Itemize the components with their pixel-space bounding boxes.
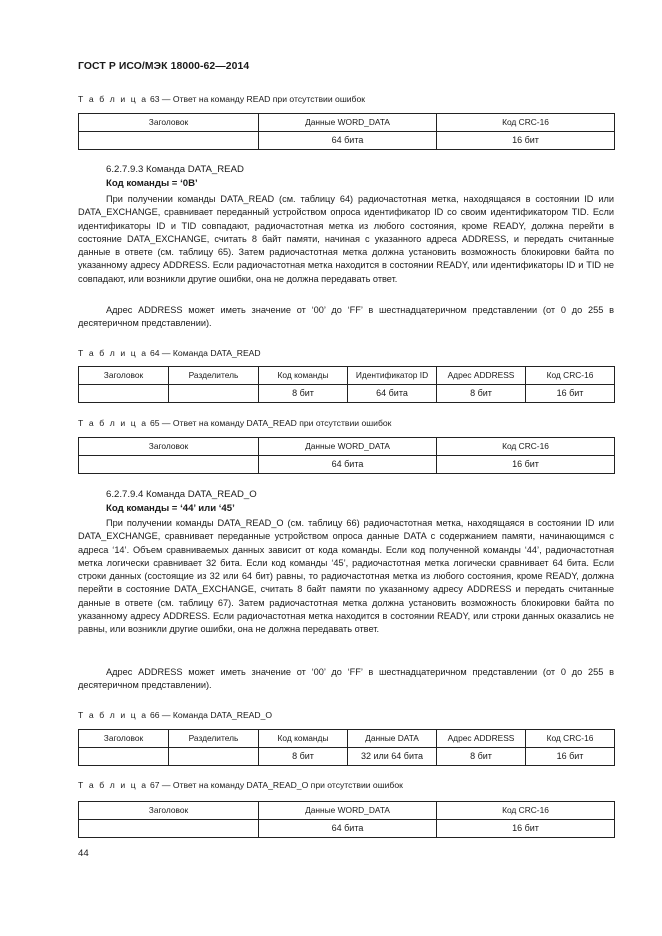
table-header-row [79, 114, 615, 132]
table-label: Т а б л и ц а [78, 710, 148, 720]
header-cell: Адрес ADDRESS [437, 367, 526, 385]
table-cell [79, 132, 259, 150]
table-number: 63 — [147, 94, 173, 104]
table-label: Т а б л и ц а [78, 94, 148, 104]
section-heading: 6.2.7.9.3 Команда DATA_READ [106, 164, 244, 175]
table-cell: 8 бит [437, 748, 526, 766]
table-cell: 8 бит [259, 748, 348, 766]
header-cell: Заголовок [79, 114, 259, 132]
table-63-caption [78, 94, 365, 104]
table-header-row [79, 438, 615, 456]
table-row [79, 748, 615, 766]
header-cell: Разделитель [169, 730, 259, 748]
table-number: 67 — [147, 780, 173, 790]
header-cell: Идентификатор ID [348, 367, 437, 385]
section-heading: 6.2.7.9.4 Команда DATA_READ_O [106, 489, 257, 500]
table-number: 66 — [147, 710, 173, 720]
table-cell: 16 бит [526, 385, 615, 403]
table-cell [79, 820, 259, 838]
table-cell: 64 бита [259, 132, 437, 150]
table-header-row [79, 367, 615, 385]
command-code: Код команды = ‘44’ или ‘45’ [106, 503, 235, 514]
table-64-caption [78, 348, 261, 358]
table-cell: 16 бит [437, 456, 615, 474]
table-row [79, 132, 615, 150]
table-65-caption [78, 418, 391, 428]
header-cell: Данные WORD_DATA [259, 114, 437, 132]
paragraph: При получении команды DATA_READ (см. таблицу 64) радиочастотная метка, находящаяся в состоянии ID или DATA_EXCHANGE, сравнивает переданный устройством опроса идентификатор ID со своим идентификатором TID. Если идентификаторы ID и TID совпадают, радиочастотная метка из любого состояния, кроме READY, должна перейти в состояние DATA_EXCHANGE, считать 8 байт памяти, начиная с указанного адреса ADDRESS, и передать считанные данные в ответе (см. таблицу 65). Затем радиочастотная метка должна установить возможность блокировки байта по указанному адресу ADDRESS. Если радиочастотная метка находится в состоянии READY, или идентификаторы ID и TID не совпадают, или возникли другие ошибки, она не должна передавать ответ. [78, 194, 614, 284]
table-row [79, 820, 615, 838]
command-code: Код команды = ‘0B’ [106, 178, 198, 189]
table-cell: 16 бит [437, 132, 615, 150]
table-64 [78, 366, 615, 403]
header-cell: Заголовок [79, 438, 259, 456]
table-header-row [79, 730, 615, 748]
paragraph: Адрес ADDRESS может иметь значение от ‘00’ до ‘FF’ в шестнадцатеричном представлении (от 0 до 255 в десятеричном представлении). [78, 305, 614, 329]
table-header-row [79, 802, 615, 820]
table-cell: 32 или 64 бита [348, 748, 437, 766]
table-number: 64 — [147, 348, 173, 358]
header-cell: Заголовок [79, 730, 169, 748]
table-cell [169, 748, 259, 766]
table-title: Ответ на команду DATA_READ при отсутствии ошибок [172, 418, 392, 428]
table-row [79, 456, 615, 474]
table-cell [79, 456, 259, 474]
header-cell: Код команды [259, 730, 348, 748]
header-cell: Данные WORD_DATA [259, 802, 437, 820]
paragraph: При получении команды DATA_READ_O (см. таблицу 66) радиочастотная метка, находящаяся в состоянии ID или DATA_EXCHANGE, сравнивает переданные устройством опроса данные DATA с содержанием памяти, начинающимся с адреса ‘14’. Объем сравниваемых данных зависит от кода команды. Если код полученной команды ‘44’, радиочастотная метка логически сравнивает 32 бита. Если код команды ‘45’, радиочастотная метка логически сравнивает 64 бита. Если строки данных (состоящие из 32 или 64 бит) равны, то радиочастотная метка из любого состояния, кроме READY, должна перейти в состояние DATA_EXCHANGE, считать 8 байт памяти по указанному адресу ADDRESS и передать считанные данные в ответе (см. таблицу 67). Затем радиочастотная метка должна установить возможность блокировки байта по указанному адресу ADDRESS. Если радиочастотная метка находится в состоянии READY, или строки данных оказались не равны, или возникли другие ошибки, она не должна передавать ответ. [78, 518, 614, 635]
header-cell: Разделитель [169, 367, 259, 385]
header-cell: Код CRC-16 [437, 438, 615, 456]
table-cell: 8 бит [259, 385, 348, 403]
table-63 [78, 113, 615, 150]
table-cell: 64 бита [259, 456, 437, 474]
table-cell: 64 бита [348, 385, 437, 403]
table-66 [78, 729, 615, 766]
table-67 [78, 801, 615, 838]
table-65 [78, 437, 615, 474]
header-cell: Заголовок [79, 367, 169, 385]
table-cell: 16 бит [437, 820, 615, 838]
header-cell: Данные DATA [348, 730, 437, 748]
table-title: Ответ на команду DATA_READ_O при отсутствии ошибок [172, 780, 403, 790]
table-title: Команда DATA_READ_O [172, 710, 273, 720]
header-cell: Адрес ADDRESS [437, 730, 526, 748]
table-label: Т а б л и ц а [78, 348, 148, 358]
table-66-caption [78, 710, 272, 720]
table-67-caption [78, 780, 403, 790]
table-cell [79, 748, 169, 766]
header-cell: Код CRC-16 [437, 802, 615, 820]
table-number: 65 — [147, 418, 173, 428]
paragraph: Адрес ADDRESS может иметь значение от ‘00’ до ‘FF’ в шестнадцатеричном представлении (от 0 до 255 в десятеричном представлении). [78, 667, 614, 691]
table-label: Т а б л и ц а [78, 780, 148, 790]
header-cell: Код CRC-16 [526, 367, 615, 385]
header-cell: Код CRC-16 [437, 114, 615, 132]
table-row [79, 385, 615, 403]
table-cell [169, 385, 259, 403]
table-title: Команда DATA_READ [172, 348, 261, 358]
page-number: 44 [78, 848, 89, 859]
table-cell: 64 бита [259, 820, 437, 838]
header-cell: Заголовок [79, 802, 259, 820]
header-cell: Данные WORD_DATA [259, 438, 437, 456]
document-header: ГОСТ Р ИСО/МЭК 18000-62—2014 [78, 61, 250, 72]
table-label: Т а б л и ц а [78, 418, 148, 428]
table-cell: 16 бит [526, 748, 615, 766]
table-cell: 8 бит [437, 385, 526, 403]
header-cell: Код CRC-16 [526, 730, 615, 748]
table-cell [79, 385, 169, 403]
header-cell: Код команды [259, 367, 348, 385]
table-title: Ответ на команду READ при отсутствии ошибок [172, 94, 365, 104]
